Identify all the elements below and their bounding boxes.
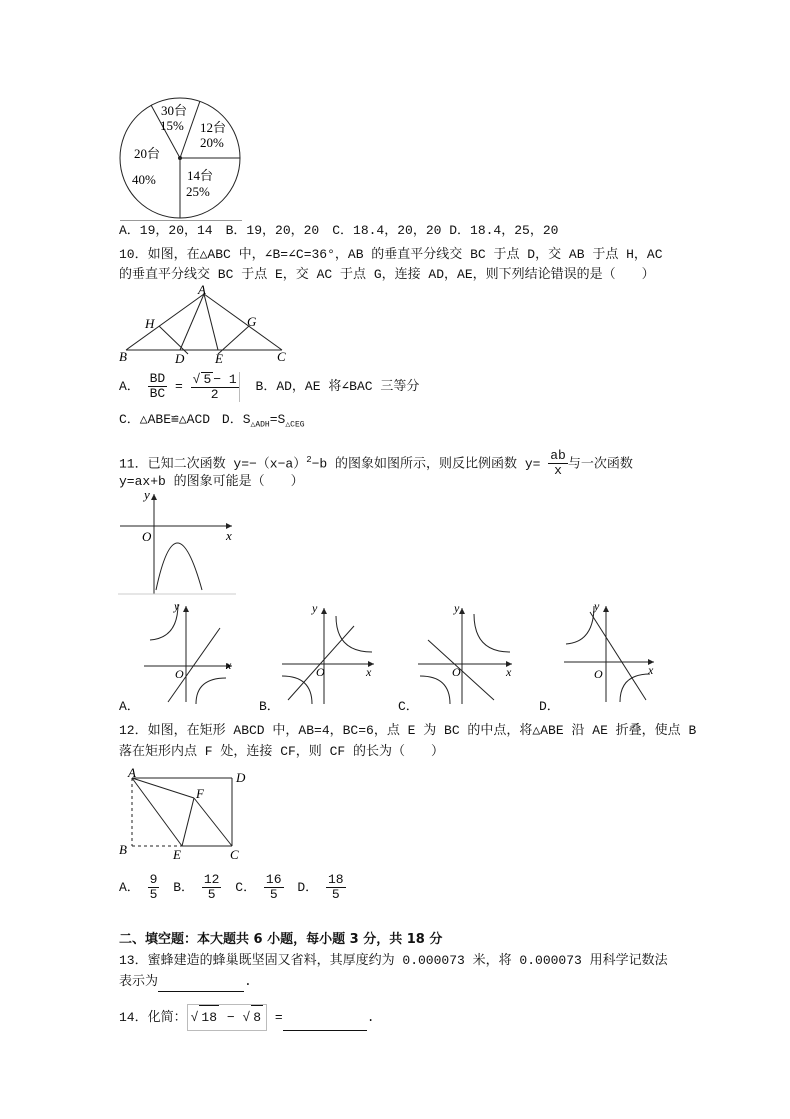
hyperbola-lower-left (420, 676, 450, 704)
svg-text:x: x (648, 663, 654, 677)
fig10-label-E: E (215, 351, 223, 364)
pie-label-12: 12台 (200, 120, 227, 135)
q11-option-c-graph (414, 600, 516, 708)
q9-options: A．19，20，14 B．19，20，20 C．18.4，20，20 D．18.4，25，20 (119, 223, 559, 238)
q12-line1: 12．如图，在矩形 ABCD 中，AB=4，BC=6，点 E 为 BC 的中点，将△ABE 沿 AE 折叠，使点 B (119, 723, 697, 738)
parabola-label-y: y (144, 488, 150, 502)
q11-option-a-label: A． (119, 699, 140, 714)
q12-optA-frac: $\frac{9}{5}$ (149, 872, 158, 903)
q10-line1: 10．如图，在△ABC 中，∠B=∠C=36°，AB 的垂直平分线交 BC 于点 D，交 AB 于点 H，AC (119, 247, 663, 262)
pie-label-30: 30台 (161, 103, 188, 118)
pie-pct-15: 15% (160, 118, 184, 133)
q10-optA-minus: − 1 (213, 371, 237, 387)
q12-optC-frac: $\frac{16}{5}$ (265, 872, 282, 903)
q11-parabola-figure (118, 488, 236, 596)
q12-options (119, 870, 346, 906)
seg-AF (132, 778, 194, 798)
svg-text:y: y (454, 601, 460, 615)
q14-line (119, 1004, 375, 1028)
q14-minus: − (219, 1010, 243, 1025)
q10-optD-eq: =S (269, 412, 286, 427)
svg-text:x: x (366, 665, 372, 679)
svg-text:y: y (174, 599, 180, 613)
q9-pie-chart (114, 94, 246, 222)
q10-triangle-figure (116, 284, 296, 364)
q10-optA-rhs: $\frac{√ 5 - 1}{2}$ (191, 372, 240, 402)
q10-optA-prefix: A． (119, 379, 140, 394)
fig10-label-C: C (277, 349, 286, 364)
parabola-label-x: x (226, 528, 232, 543)
q10-option-row1 (119, 368, 419, 406)
hyperbola-upper-right (474, 614, 510, 652)
fig12-label-E: E (173, 847, 181, 862)
section2-heading: 二、填空题：本大题共 6 小题，每小题 3 分，共 18 分 (119, 932, 443, 947)
q14-eq: = (274, 1010, 283, 1025)
svg-text:y: y (594, 599, 600, 613)
q11-option-b-graph (278, 600, 378, 708)
q10-optD-prefix: D．S (221, 412, 251, 427)
q13-line1: 13．蜜蜂建造的蜂巢既坚固又省料，其厚度约为 0.000073 米，将 0.000073 用科学记数法 (119, 953, 668, 968)
q10-optA-sqrt: 5 (203, 371, 212, 387)
parabola-curve (156, 543, 202, 590)
q13-answer-blank[interactable] (158, 973, 244, 992)
pie-label-20: 20台 (134, 146, 161, 161)
q10-optB: B．AD，AE 将∠BAC 三等分 (255, 379, 420, 394)
line-graph (590, 612, 646, 700)
q10-optA-rhs-den: 2 (210, 386, 219, 402)
hyperbola-upper-left (566, 606, 594, 644)
q10-optA-den: BC (149, 386, 166, 402)
q13-line2-prefix: 表示为 (119, 974, 159, 989)
line-graph (168, 628, 220, 702)
q11-line1-a: 11．已知二次函数 y=−（x−a） (119, 456, 307, 472)
q11-line1 (119, 444, 633, 479)
q11-frac-num: ab (550, 448, 566, 464)
hyperbola-lower-right (620, 674, 650, 702)
q11-option-d-graph (560, 598, 658, 706)
q11-option-b-label: B． (259, 699, 280, 714)
hyperbola-lower-right (196, 678, 226, 704)
q12-optB-label: B． (173, 880, 195, 895)
q14-suffix: . (366, 1010, 375, 1025)
svg-text:x: x (506, 665, 512, 679)
q11-option-d-label: D． (539, 699, 560, 714)
pie-pct-40: 40% (132, 172, 156, 187)
parabola-label-origin: O (142, 529, 152, 544)
q13-line2-suffix: . (244, 974, 252, 989)
q11-line1-sup: 2 (306, 455, 312, 465)
q12-optD-label: D． (297, 880, 319, 895)
svg-text:O: O (452, 665, 461, 679)
seg-AE (132, 778, 182, 846)
q13-line2 (119, 973, 252, 992)
q10-option-row2 (119, 411, 305, 435)
parabola-y-arrow (151, 494, 157, 500)
svg-text:O: O (594, 667, 603, 681)
svg-text:O: O (316, 665, 325, 679)
q10-optA-num: BD (149, 371, 166, 387)
svg-text:y: y (312, 601, 318, 615)
q11-fraction (548, 449, 568, 478)
fig12-label-A: A (128, 766, 136, 780)
fig10-label-B: B (119, 349, 127, 364)
q14-sqrt1: 18 (199, 1005, 219, 1030)
q12-optB-frac: $\frac{12}{5}$ (203, 872, 220, 903)
fig12-label-F: F (196, 786, 204, 801)
pie-pct-25: 25% (186, 184, 210, 199)
q11-line1-c: 与一次函数 (567, 456, 633, 472)
q10-optD-sub2: △CEG (285, 420, 305, 430)
fig10-label-A: A (198, 284, 206, 297)
q11-option-a-graph (140, 598, 236, 706)
q12-line2: 落在矩形内点 F 处，连接 CF，则 CF 的长为（ ） (119, 744, 445, 759)
line-graph (428, 640, 494, 700)
q10-optD-sub1: △ADH (250, 420, 270, 430)
fig10-label-G: G (247, 314, 257, 329)
fig10-label-D: D (175, 351, 185, 364)
q12-optA-label: A． (119, 880, 140, 895)
fig12-label-D: D (236, 770, 246, 785)
pie-pct-20: 20% (200, 135, 224, 150)
fig10-label-H: H (145, 316, 155, 331)
svg-text:O: O (175, 667, 184, 681)
fig12-label-C: C (230, 847, 239, 862)
q14-expression: √ 18 − √ 8 (187, 1004, 267, 1031)
svg-text:x: x (226, 658, 232, 672)
fig12-label-B: B (119, 842, 127, 857)
q14-answer-blank[interactable] (283, 1006, 367, 1031)
q11-line1-b: −b 的图象如图所示，则反比例函数 y= (311, 456, 541, 472)
pie-label-14: 14台 (187, 168, 214, 183)
q12-rectangle-figure (116, 766, 250, 864)
seg-FE (182, 798, 194, 846)
q10-optA-eq: = (175, 379, 183, 394)
pie-bottom-rule (120, 220, 242, 221)
q14-prefix: 14．化简： (119, 1010, 187, 1025)
q10-optA-fraction (148, 372, 168, 401)
q10-line2: 的垂直平分线交 BC 于点 E，交 AC 于点 G，连接 AD，AE，则下列结论错误的是（ ） (119, 267, 655, 282)
hyperbola-upper-right (336, 616, 372, 652)
seg-FC (194, 798, 232, 846)
q12-optC-label: C． (235, 880, 257, 895)
q11-option-c-label: C． (398, 699, 419, 714)
q11-line2: y=ax+b 的图象可能是（ ） (119, 474, 304, 489)
q12-optD-frac: $\frac{18}{5}$ (327, 872, 344, 903)
q11-frac-den: x (554, 463, 562, 479)
q10-optC: C．△ABE≌△ACD (119, 412, 211, 427)
q14-sqrt2: 8 (251, 1005, 263, 1030)
pie-center-dot (178, 156, 182, 160)
line-graph (288, 626, 354, 700)
